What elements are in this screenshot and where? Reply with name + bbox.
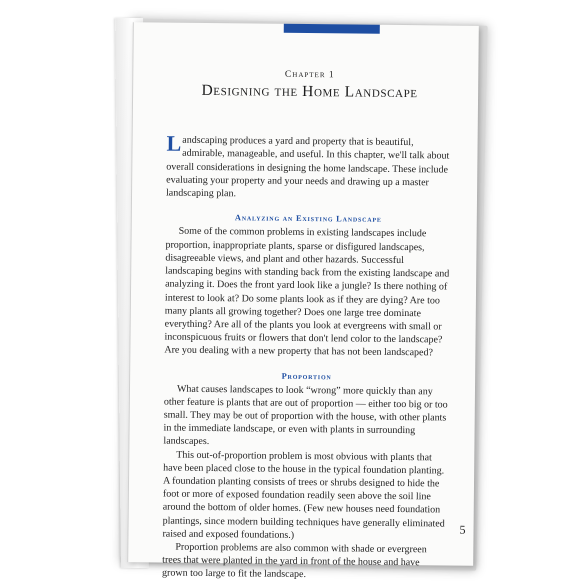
chapter-label: Chapter 1 <box>284 69 335 81</box>
body-paragraph: What causes landscapes to look “wrong” more quickly than any other feature is plants that are out of proportion — either too big or too small. They may be out of proportion with the house, with other plants in the immediate landscape, or even with plants in surrounding landscapes. <box>163 383 448 448</box>
intro-text: andscaping produces a yard and property that is beautiful, admirable, manageable, and useful. In this chapter, we'll talk about overall considerations in designing the home landscape. These include evaluating your property and your needs and drawing up a master landscaping plan. <box>165 134 450 200</box>
section-heading-proportion: Proportion <box>281 371 332 381</box>
body-paragraph: This out-of-proportion problem is most obvious with plants that have been placed close to the house in the typical foundation planting. A foundation planting consists of trees or shrubs designed to hide the foot or more of exposed foundation readily seen above the soil line around the bottom of older homes. (Few new houses need foundation plantings, since modern building techniques have generally eliminated raised and exposed foundations.) <box>162 449 445 541</box>
body-paragraph: Proportion problems are also common with shade or evergreen trees that were planted in the yard in front of the house and have grown too large to fit the landscape. <box>162 541 427 581</box>
section-heading-analyzing: Analyzing an Existing Landscape <box>234 213 382 225</box>
page-number: 5 <box>459 522 466 537</box>
chapter-title: Designing the Home Landscape <box>201 81 418 102</box>
intro-paragraph <box>165 130 452 203</box>
chapter-accent-bar <box>284 24 380 34</box>
drop-cap: L <box>166 130 182 156</box>
book-page <box>127 22 479 581</box>
body-paragraph: Some of the common problems in existing landscapes include proportion, inappropriate plants, sparse or disfigured landscapes, disagreeable views, and plant and other hazards. Successful landscaping begins with standing back from the existing landscape and analyzing it. Does the front yard look like a jungle? Is there nothing of interest to look at? Do some plants look as if they are dying? Are too many plants all growing together? Does one large tree dominate everything? Are all of the plants you look at evergreens with small or inconspicuous fruits or flowers that don't lend color to the landscape? Are you dealing with a new property that has not been landscaped? <box>164 226 450 359</box>
